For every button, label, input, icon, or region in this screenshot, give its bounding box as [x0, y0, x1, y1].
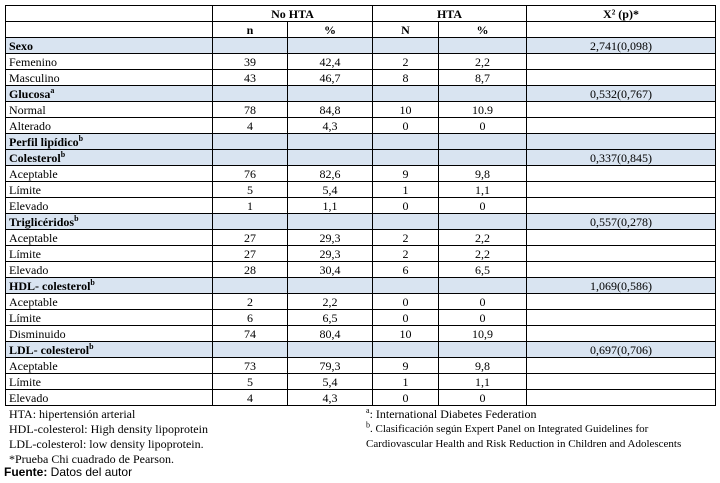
footnote-line: *Prueba Chi cuadrado de Pearson. — [9, 452, 174, 466]
row-label: Aceptable — [6, 358, 213, 374]
cell: 10.9 — [439, 102, 527, 118]
cell: 4,3 — [288, 118, 373, 134]
cell: 39 — [213, 54, 288, 70]
chi-value: 2,741(0,098) — [527, 38, 716, 54]
chi-value: 0,697(0,706) — [527, 342, 716, 358]
cell: 6,5 — [288, 310, 373, 326]
source-text: Datos del autor — [47, 465, 133, 479]
row-label: Disminuido — [6, 326, 213, 342]
chi-value: 1,069(0,586) — [527, 278, 716, 294]
row-label: Normal — [6, 102, 213, 118]
cell: 2 — [213, 294, 288, 310]
row-label: Aceptable — [6, 230, 213, 246]
row-label: Aceptable — [6, 166, 213, 182]
cell: 73 — [213, 358, 288, 374]
cell: 2,2 — [439, 246, 527, 262]
cell: 6 — [213, 310, 288, 326]
row-label: Elevado — [6, 198, 213, 214]
cell: 29,3 — [288, 246, 373, 262]
table-row — [6, 374, 716, 390]
table-row — [6, 198, 716, 214]
cell: 80,4 — [288, 326, 373, 342]
header-pct: % — [439, 22, 527, 38]
table-row — [6, 230, 716, 246]
cell: 46,7 — [288, 70, 373, 86]
cell: 2,2 — [288, 294, 373, 310]
section-row — [6, 150, 716, 166]
table-row — [6, 54, 716, 70]
row-label: Femenino — [6, 54, 213, 70]
table-row — [6, 310, 716, 326]
cell: 78 — [213, 102, 288, 118]
header-row-2 — [6, 22, 716, 38]
cell: 10 — [373, 102, 439, 118]
row-label: Elevado — [6, 262, 213, 278]
footnote-line: LDL-colesterol: low density lipoprotein. — [9, 437, 204, 451]
chi-value: 0,532(0,767) — [527, 86, 716, 102]
cell: 1,1 — [288, 198, 373, 214]
footnote-a: $^a$: International Diabetes Federation — [366, 406, 537, 421]
cell: 0 — [373, 390, 439, 406]
cell: 9 — [373, 166, 439, 182]
cell: 28 — [213, 262, 288, 278]
cell: 2 — [373, 246, 439, 262]
header-n: N — [373, 22, 439, 38]
header-pct: % — [288, 22, 373, 38]
header-no-hta: No HTA — [213, 6, 373, 22]
row-label: Elevado — [6, 390, 213, 406]
row-label: Límite — [6, 310, 213, 326]
cell: 2,2 — [439, 54, 527, 70]
row-label: Límite — [6, 374, 213, 390]
cell: 5,4 — [288, 374, 373, 390]
cell: 9 — [373, 358, 439, 374]
table-row — [6, 166, 716, 182]
footnotes-left — [9, 407, 359, 467]
chi-value: 0,557(0,278) — [527, 214, 716, 230]
section-label: Sexo — [6, 38, 213, 54]
footnote-line: HDL-colesterol: High density lipoprotein — [9, 422, 208, 436]
table-row — [6, 358, 716, 374]
section-label: Glucosa$^a$ — [6, 86, 213, 102]
table-row — [6, 326, 716, 342]
row-label: Alterado — [6, 118, 213, 134]
cell: 2 — [373, 54, 439, 70]
table-row — [6, 390, 716, 406]
section-label: Triglicéridos$^b$ — [6, 214, 213, 230]
cell: 2,2 — [439, 230, 527, 246]
header-n: n — [213, 22, 288, 38]
row-label: Límite — [6, 246, 213, 262]
cell: 27 — [213, 246, 288, 262]
cell: 4 — [213, 118, 288, 134]
cell: 4 — [213, 390, 288, 406]
table-row — [6, 294, 716, 310]
cell: 10 — [373, 326, 439, 342]
cell: 76 — [213, 166, 288, 182]
source-label: Fuente: — [4, 465, 48, 479]
header-empty — [6, 22, 213, 38]
row-label: Aceptable — [6, 294, 213, 310]
cell: 0 — [373, 118, 439, 134]
footnote-line: HTA: hipertensión arterial — [9, 407, 136, 421]
section-label: Perfil lipídico$^b$ — [6, 134, 213, 150]
cell: 9,8 — [439, 166, 527, 182]
cell: 29,3 — [288, 230, 373, 246]
header-row-1 — [6, 6, 716, 22]
row-label: Masculino — [6, 70, 213, 86]
cell: 1 — [373, 374, 439, 390]
table-row — [6, 118, 716, 134]
cell: 9,8 — [439, 358, 527, 374]
section-label: LDL- colesterol$^b$ — [6, 342, 213, 358]
cell: 84,8 — [288, 102, 373, 118]
cell: 2 — [373, 230, 439, 246]
header-chi-square: X² (p)* — [527, 6, 716, 22]
cell: 6,5 — [439, 262, 527, 278]
cell: 79,3 — [288, 358, 373, 374]
cell: 42,4 — [288, 54, 373, 70]
cell: 1 — [213, 198, 288, 214]
cell: 8,7 — [439, 70, 527, 86]
cell: 5 — [213, 374, 288, 390]
footnotes-right — [366, 407, 706, 452]
header-empty — [527, 22, 716, 38]
cell: 6 — [373, 262, 439, 278]
cell: 1 — [373, 182, 439, 198]
cell: 1,1 — [439, 182, 527, 198]
cell: 0 — [439, 390, 527, 406]
section-row — [6, 86, 716, 102]
cell: 0 — [439, 198, 527, 214]
cell: 74 — [213, 326, 288, 342]
chi-value: 0,337(0,845) — [527, 150, 716, 166]
source-note — [4, 465, 132, 479]
cell: 43 — [213, 70, 288, 86]
section-row — [6, 134, 716, 150]
cell: 0 — [373, 310, 439, 326]
table-row — [6, 102, 716, 118]
header-empty — [6, 6, 213, 22]
cell: 30,4 — [288, 262, 373, 278]
cell: 0 — [439, 294, 527, 310]
cell: 0 — [373, 198, 439, 214]
section-row — [6, 342, 716, 358]
cell: 82,6 — [288, 166, 373, 182]
cell: 0 — [373, 294, 439, 310]
cell: 10,9 — [439, 326, 527, 342]
cell: 8 — [373, 70, 439, 86]
cell: 5,4 — [288, 182, 373, 198]
section-label: Colesterol$^b$ — [6, 150, 213, 166]
row-label: Límite — [6, 182, 213, 198]
table-row — [6, 70, 716, 86]
cell: 5 — [213, 182, 288, 198]
cell: 0 — [439, 118, 527, 134]
cell: 27 — [213, 230, 288, 246]
cell: 0 — [439, 310, 527, 326]
table-row — [6, 182, 716, 198]
header-hta: HTA — [373, 6, 527, 22]
cell: 4,3 — [288, 390, 373, 406]
cell: 1,1 — [439, 374, 527, 390]
table-row — [6, 262, 716, 278]
section-row — [6, 278, 716, 294]
section-row — [6, 214, 716, 230]
data-table — [5, 5, 716, 406]
footnote-b: $^b$. Clasificación según Expert Panel on Integrated Guidelines for Cardiovascular Health and Risk Reduction in Children and Adolescents — [366, 420, 682, 450]
section-label: HDL- colesterol$^b$ — [6, 278, 213, 294]
table-row — [6, 246, 716, 262]
section-row — [6, 38, 716, 54]
